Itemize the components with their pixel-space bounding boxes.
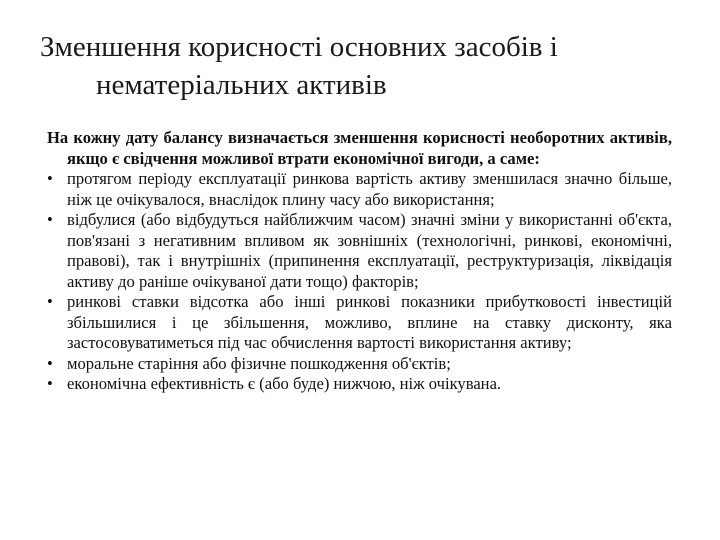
bullet-list — [47, 169, 672, 395]
bullet-dot-icon: • — [47, 210, 53, 229]
slide-body — [47, 128, 672, 395]
bullet-item — [47, 354, 672, 375]
title-line-1: Зменшення корисності основних засобів і — [40, 31, 558, 63]
slide-title — [40, 28, 690, 104]
bullet-item — [47, 374, 672, 395]
bullet-text: ринкові ставки відсотка або інші ринкові показники прибутковості інвестицій збільшилися і це збільшення, можливо, вплине на ставку дисконту, яка застосовуватиметься під час обчислення вартості використання активу; — [67, 292, 672, 352]
bullet-dot-icon: • — [47, 292, 53, 311]
intro-paragraph: На кожну дату балансу визначається зменшення корисності необоротних активів, якщо є свідчення можливої втрати економічної вигоди, а саме: — [47, 128, 672, 168]
bullet-dot-icon: • — [47, 353, 53, 373]
bullet-text: протягом періоду експлуатації ринкова вартість активу зменшилася значно більше, ніж це очікувалося, внаслідок плину часу або використання; — [67, 169, 672, 209]
bullet-text: відбулися (або відбудуться найближчим часом) значні зміни у використанні об'єкта, пов'язані з негативним впливом як зовнішніх (технологічні, ринкові, економічні, правові), так і внутрішніх (припинення експлуатації, реструктуризація, ліквідація активу до раніше очікуваної дати тощо) факторів; — [67, 210, 672, 291]
bullet-dot-icon: • — [47, 169, 53, 188]
title-line-2: нематеріальних активів — [96, 69, 387, 101]
bullet-dot-icon: • — [47, 374, 53, 393]
bullet-text: моральне старіння або фізичне пошкодження об'єктів; — [67, 353, 451, 373]
bullet-item — [47, 169, 672, 210]
bullet-item — [47, 292, 672, 354]
bullet-item — [47, 210, 672, 292]
bullet-text: економічна ефективність є (або буде) нижчою, ніж очікувана. — [67, 374, 502, 393]
